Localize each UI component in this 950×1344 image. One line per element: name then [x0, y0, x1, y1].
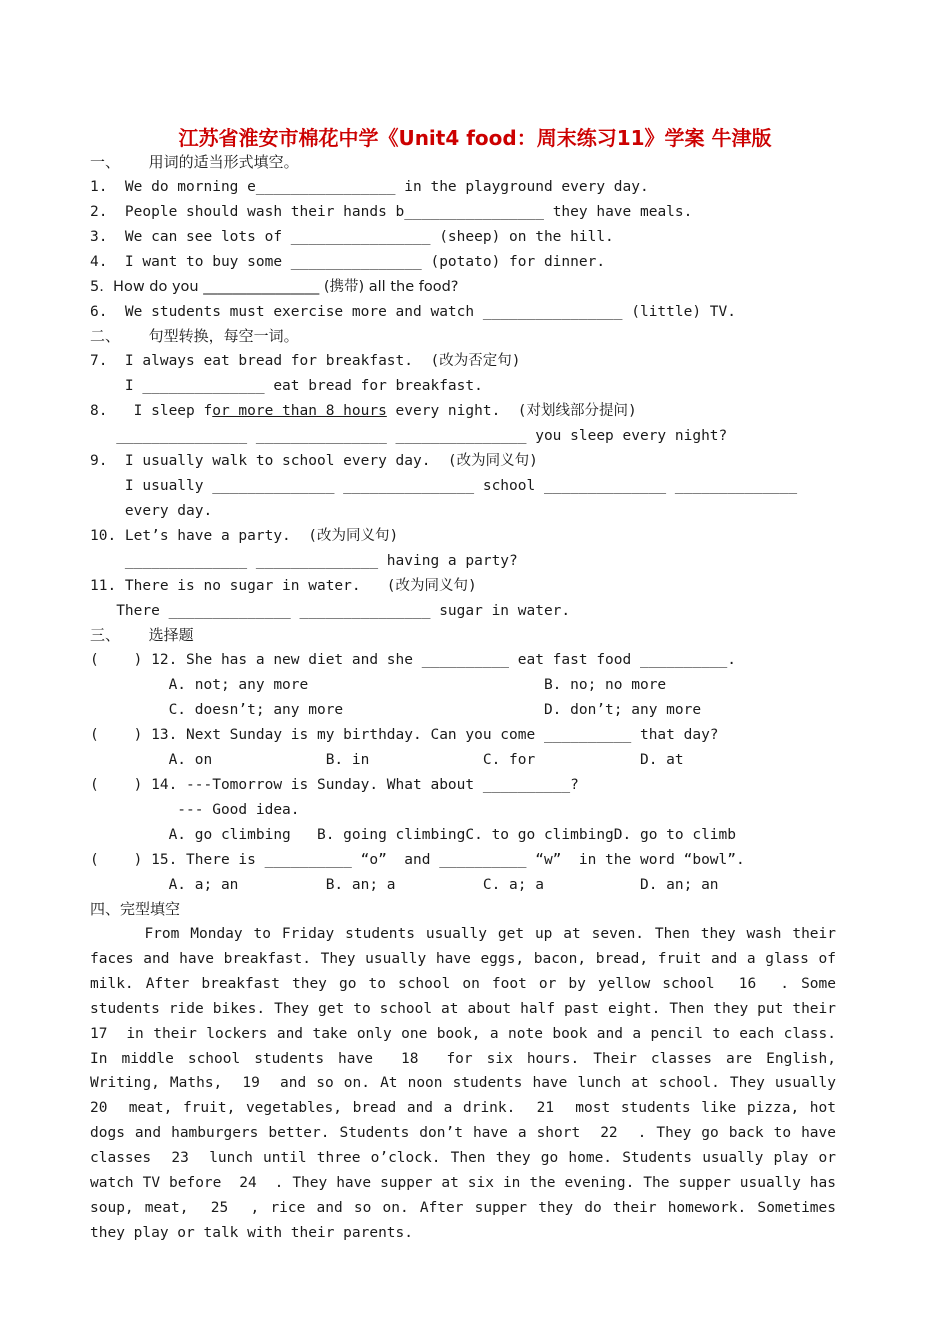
section-3-heading: 三、 选择题	[90, 626, 194, 644]
question-15-options: A. a; an B. an; a C. a; a D. an; an	[90, 877, 719, 893]
question-3: 3. We can see lots of ________________ (sheep) on the hill.	[90, 229, 614, 245]
question-8-answer: _______________ _______________ _______________ you sleep every night?	[90, 428, 728, 444]
question-5: 5. How do you ________________ (携带) all the food?	[90, 279, 459, 295]
question-14-reply: --- Good idea.	[90, 802, 300, 818]
question-6: 6. We students must exercise more and watch ________________ (little) TV.	[90, 304, 737, 320]
question-11-answer: There ______________ _______________ sugar in water.	[90, 603, 571, 619]
question-13-options: A. on B. in C. for D. at	[90, 752, 684, 768]
question-2-tail: they have meals.	[543, 204, 693, 220]
question-7-answer: I ______________ eat bread for breakfast.	[90, 378, 483, 394]
question-10: 10. Let’s have a party. (改为同义句)	[90, 528, 399, 544]
page-title: 江苏省淮安市棉花中学《Unit4 food：周末练习11》学案 牛津版	[178, 126, 772, 150]
question-12-options-ab: A. not; any more B. no; no more	[90, 677, 667, 693]
cloze-passage: From Monday to Friday students usually get up at seven. Then they wash their faces and have breakfast. They usually have eggs, bacon, bread, fruit and a glass of milk. After breakfast they go to school on foot or by yellow school 16 . Some students ride bikes. They get to school at about half past eight. Then they put their 17 in their lockers and take only one book, a note book and a pencil to each class. In middle school students have 18 for six hours. Their classes are English, Writing, Maths, 19 and so on. At noon students have lunch at school. They usually 20 meat, fruit, vegetables, bread and a drink. 21 most students like pizza, hot dogs and hamburgers better. Students don’t have a short 22 . They go back to have classes 23 lunch until three o’clock. Then they go home. Students usually play or watch TV before 24 . They have supper at six in the evening. The supper usually has soup, meat, 25 , rice and so on. After supper they do their homework. Sometimes they play or talk with their parents.	[90, 926, 854, 1241]
question-9: 9. I usually walk to school every day. (改为同义句)	[90, 453, 538, 469]
question-7: 7. I always eat bread for breakfast. (改为否定句)	[90, 353, 521, 369]
question-15: ( ) 15. There is __________ “o” and __________ “w” in the word “bowl”.	[90, 852, 745, 868]
section-4-heading: 四、完型填空	[90, 900, 181, 918]
question-8-underlined: or more than 8 hours	[212, 403, 387, 419]
question-10-answer: ______________ ______________ having a party?	[90, 553, 518, 569]
question-12-options-cd: C. doesn’t; any more D. don’t; any more	[90, 702, 702, 718]
section-1-heading: 一、 用词的适当形式填空。	[90, 153, 299, 171]
question-2-text: 2. People should wash their hands b	[90, 204, 405, 220]
question-1: 1. We do morning e________________ in the playground every day.	[90, 179, 649, 195]
question-8-tail: every night. (对划线部分提问)	[386, 403, 637, 419]
question-9-answer-cont: every day.	[90, 503, 213, 519]
section-2-heading: 二、 句型转换，每空一词。	[90, 327, 299, 345]
question-4: 4. I want to buy some _______________ (potato) for dinner.	[90, 254, 606, 270]
question-14-options: A. go climbing B. going climbingC. to go climbingD. go to climb	[90, 827, 737, 843]
question-11: 11. There is no sugar in water. (改为同义句)	[90, 578, 477, 594]
question-8-text: 8. I sleep f	[90, 403, 213, 419]
question-2	[90, 202, 692, 222]
question-9-answer: I usually ______________ _______________ school ______________ ______________	[90, 478, 798, 494]
question-8	[90, 401, 637, 421]
question-14: ( ) 14. ---Tomorrow is Sunday. What about __________?	[90, 777, 579, 793]
question-2-blank: ________________	[404, 204, 544, 220]
question-12: ( ) 12. She has a new diet and she __________ eat fast food __________.	[90, 652, 737, 668]
question-13: ( ) 13. Next Sunday is my birthday. Can you come __________ that day?	[90, 727, 719, 743]
